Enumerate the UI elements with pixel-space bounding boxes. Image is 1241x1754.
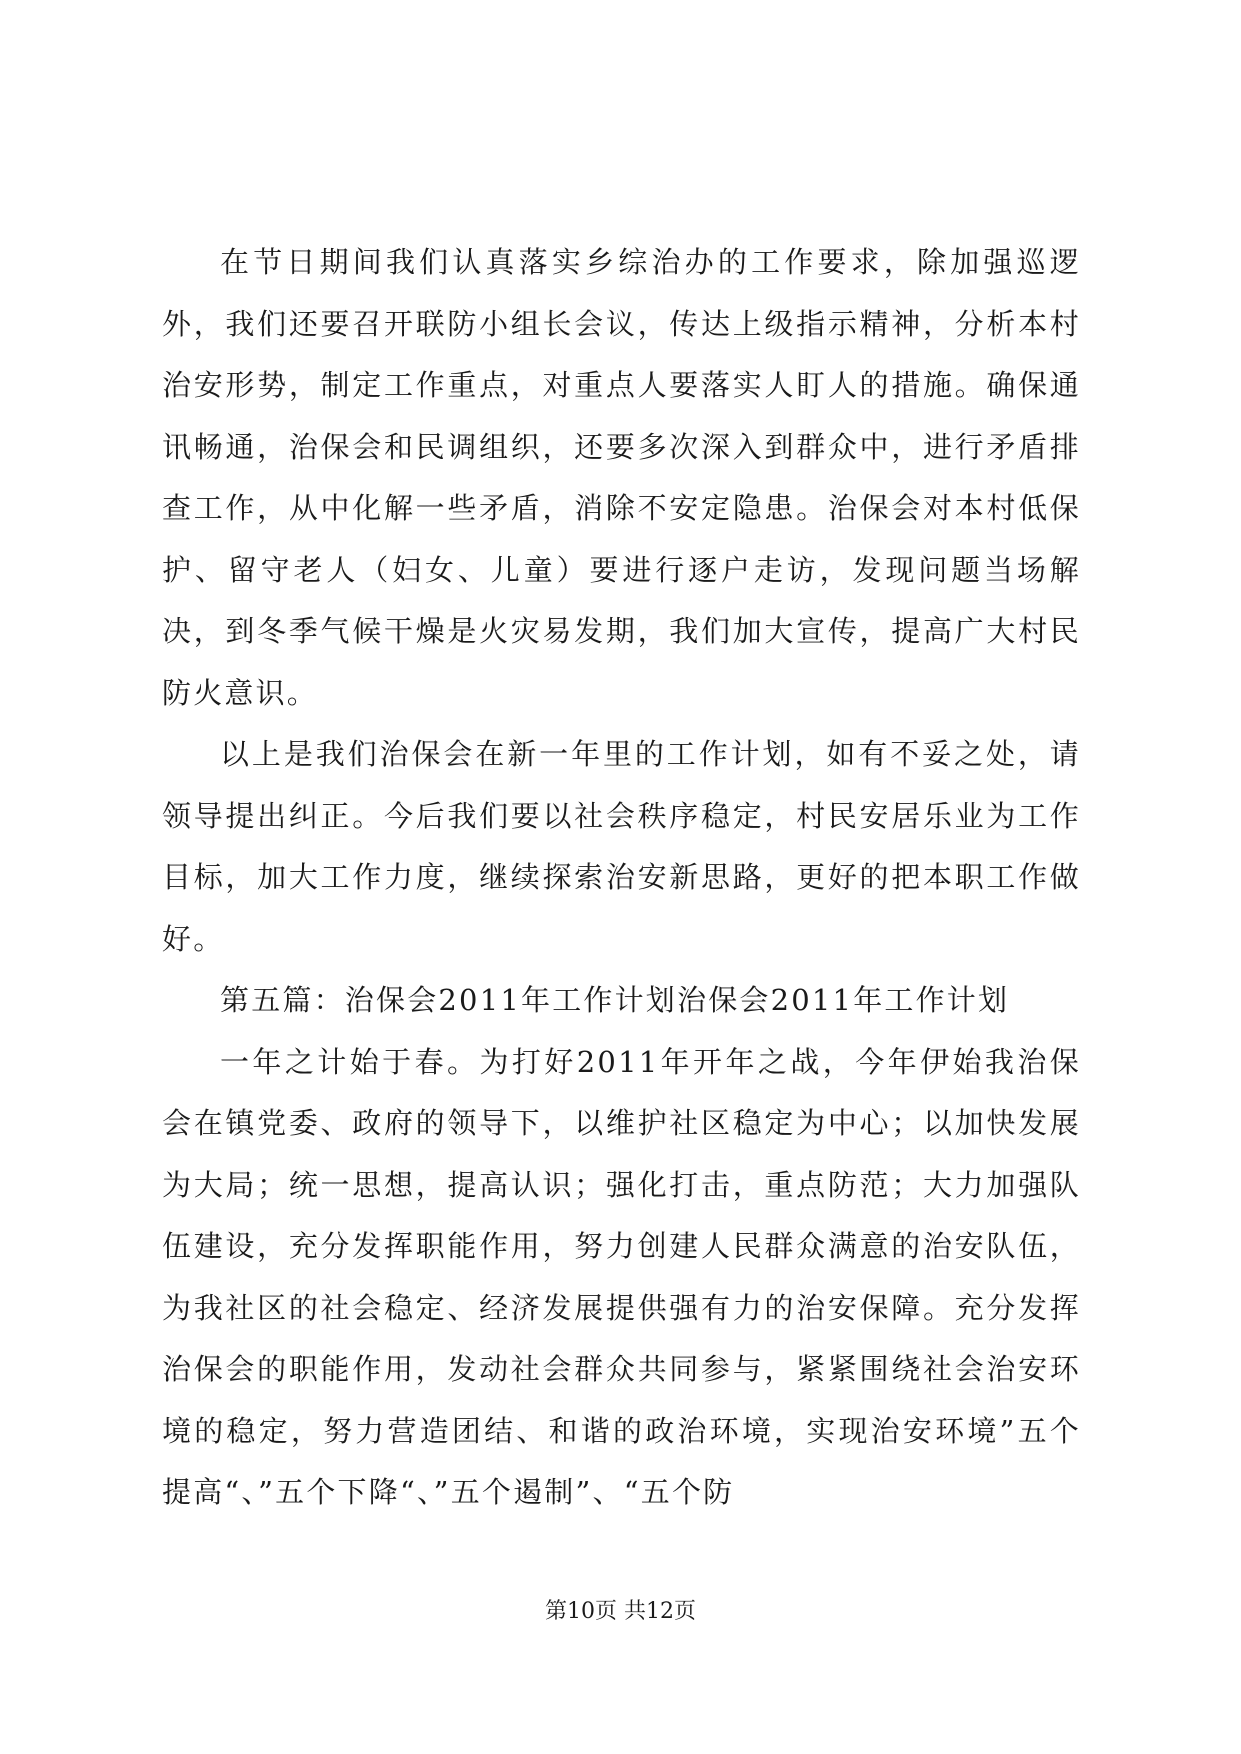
section-heading: 第五篇：治保会2011年工作计划治保会2011年工作计划	[220, 983, 1010, 1017]
document-body	[162, 232, 1081, 1524]
paragraph-conclusion: 以上是我们治保会在新一年里的工作计划，如有不妥之处，请领导提出纠正。今后我们要以社会秩序稳定，村民安居乐业为工作目标，加大工作力度，继续探索治安新思路，更好的把本职工作做好。	[162, 737, 1081, 956]
page-footer: 第10页 共12页	[545, 1599, 696, 1624]
paragraph-year-plan: 一年之计始于春。为打好2011年开年之战，今年伊始我治保会在镇党委、政府的领导下，以维护社区稳定为中心；以加快发展为大局；统一思想，提高认识；强化打击，重点防范；大力加强队伍建设，充分发挥职能作用，努力创建人民群众满意的治安队伍，为我社区的社会稳定、经济发展提供强有力的治安保障。充分发挥治保会的职能作用，发动社会群众共同参与，紧紧围绕社会治安环境的稳定，努力营造团结、和谐的政治环境，实现治安环境”五个提高“、”五个下降“、”五个遏制”、“五个防	[162, 1044, 1081, 1509]
paragraph-holiday-work: 在节日期间我们认真落实乡综治办的工作要求，除加强巡逻外，我们还要召开联防小组长会议，传达上级指示精神，分析本村治安形势，制定工作重点，对重点人要落实人盯人的措施。确保通讯畅通，治保会和民调组织，还要多次深入到群众中，进行矛盾排查工作，从中化解一些矛盾，消除不安定隐患。治保会对本村低保护、留守老人（妇女、儿童）要进行逐户走访，发现问题当场解决，到冬季气候干燥是火灾易发期，我们加大宣传，提高广大村民防火意识。	[162, 245, 1081, 710]
